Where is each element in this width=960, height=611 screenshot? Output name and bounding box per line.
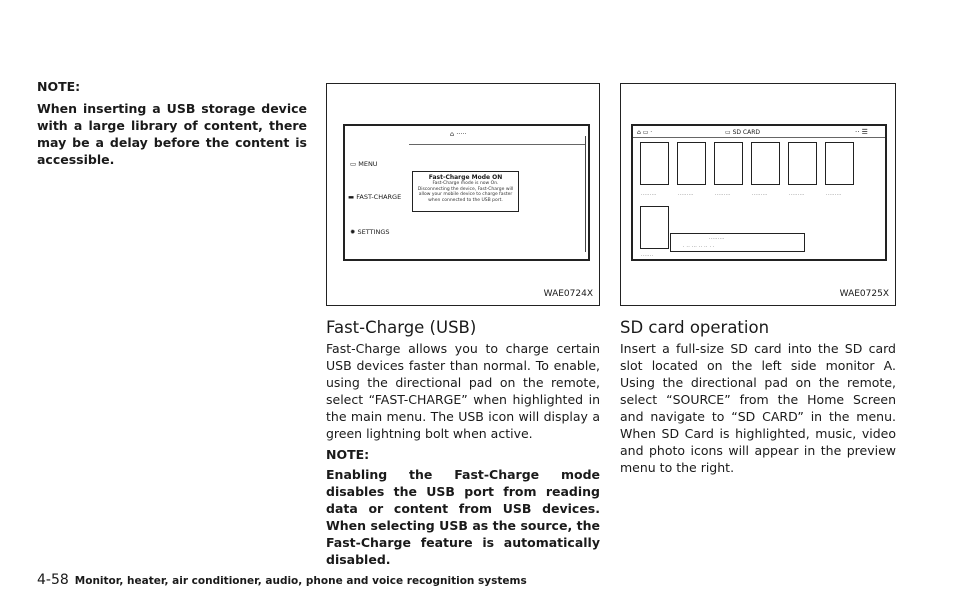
music-bar [670, 233, 805, 252]
thumbnail [751, 142, 780, 185]
sd-header [725, 129, 760, 136]
popup-body: Fast-Charge mode is now On. Disconnecting the device, Fast-Charge will allow your mobile device to charge faster when connected to the USB port. [417, 181, 514, 203]
monitor-icon: ▭ [350, 160, 357, 168]
menu-item-fast-charge [348, 193, 401, 201]
thumbnail [640, 206, 669, 249]
sd-card-body: Insert a full-size SD card into the SD card slot located on the left side monitor A. Using the directional pad on the remote, select “SOURCE” from the Home Screen and navigate to “SD CARD” in the menu. When SD Card is highlighted, music, video and photo icons will appear in the preview menu to the right. [620, 341, 896, 475]
fast-charge-popup [412, 171, 519, 212]
menu-item-menu [350, 160, 378, 168]
divider [585, 136, 586, 252]
figure-id: WAE0724X [543, 289, 593, 299]
divider [633, 137, 885, 138]
divider [409, 144, 585, 145]
note-label: NOTE: [37, 79, 81, 94]
thumbnail [677, 142, 706, 185]
header-label: SD CARD [732, 129, 761, 136]
thumbnail-caption: ········· [715, 192, 731, 197]
fast-charge-note-label: NOTE: [326, 447, 370, 462]
home-icon: ⌂ ▭ · [637, 129, 653, 136]
thumbnail-caption: ······· [641, 253, 654, 258]
menu-icon: ·· ☰ [855, 128, 868, 136]
fast-charge-note: Enabling the Fast-Charge mode disables the USB port from reading data or content from USB devices. When selecting USB as the source, the Fast-Charge feature is automatically disabled. [326, 467, 600, 567]
figure-id: WAE0725X [839, 289, 889, 299]
usb-delay-note: When inserting a USB storage device with a large library of content, there may be a delay before the content is accessible. [37, 101, 307, 167]
thumbnail [714, 142, 743, 185]
thumbnail-caption: ········· [641, 192, 657, 197]
page-footer [37, 572, 527, 588]
screen-illustration [631, 124, 887, 261]
sd-card-figure [620, 83, 896, 306]
popup-title: Fast-Charge Mode ON [428, 174, 503, 181]
thumbnail-caption: ········· [789, 192, 805, 197]
menu-label: SETTINGS [357, 228, 390, 236]
chapter-title: Monitor, heater, air conditioner, audio, phone and voice recognition systems [74, 575, 527, 587]
screen-illustration [343, 124, 590, 261]
thumbnail [825, 142, 854, 185]
page-number: 4-58 [37, 572, 69, 588]
thumbnail [640, 142, 669, 185]
menu-item-settings [350, 228, 390, 236]
thumbnail-caption: ········· [752, 192, 768, 197]
sd-card-icon: ▭ [725, 129, 731, 136]
thumbnail-caption: ········· [678, 192, 694, 197]
music-bar-title: ········· [709, 236, 725, 241]
thumbnail [788, 142, 817, 185]
home-icon: ⌂ ····· [450, 130, 467, 138]
fast-charge-figure [326, 83, 600, 306]
fast-charge-heading: Fast-Charge (USB) [326, 318, 477, 337]
menu-label: FAST-CHARGE [356, 193, 402, 201]
menu-label: MENU [358, 160, 378, 168]
gear-icon: ✹ [350, 228, 356, 236]
sd-card-heading: SD card operation [620, 318, 770, 337]
music-bar-info: · ·· ··· ·· ·· · · [683, 244, 715, 249]
usb-icon: ▬ [348, 193, 355, 201]
thumbnail-caption: ········· [826, 192, 842, 197]
fast-charge-body: Fast-Charge allows you to charge certain USB devices faster than normal. To enable, using the directional pad on the remote, select “FAST-CHARGE” when highlighted in the main menu. The USB icon will display a green lightning bolt when active. [326, 341, 600, 441]
